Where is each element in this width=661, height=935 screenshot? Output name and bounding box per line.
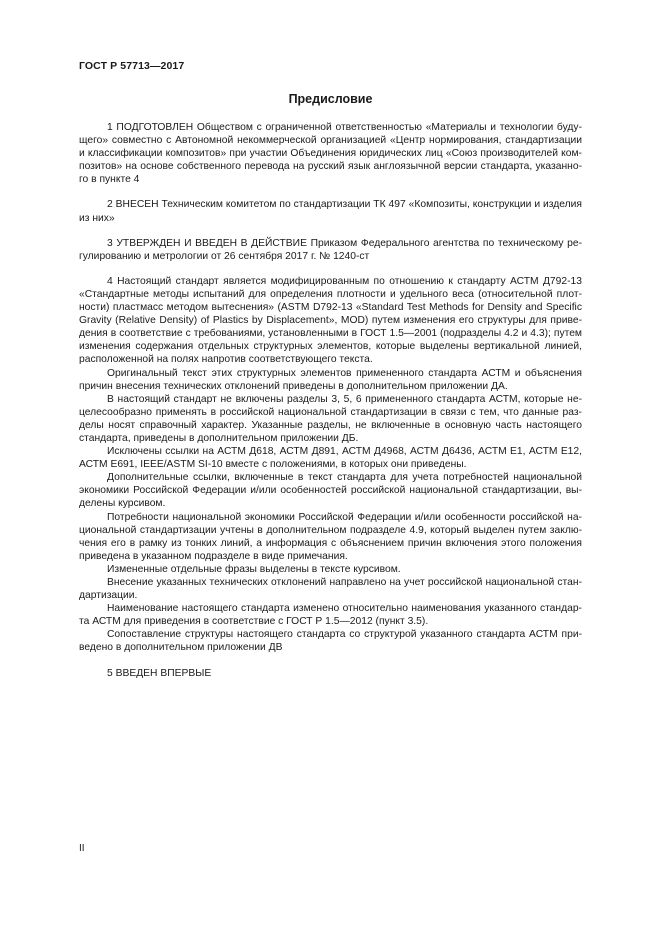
standard-code-header: ГОСТ Р 57713—2017: [79, 60, 185, 72]
paragraph-gap: [79, 263, 582, 275]
text-line: та АСТМ для приведения в соответствие с ГОСТ Р 1.5—2012 (пункт 3.5).: [79, 616, 429, 628]
preface-paragraph: [79, 275, 582, 367]
text-line: Внесение указанных технических отклонений направлено на учет российской национальной стан-: [107, 577, 582, 588]
preface-paragraph: [79, 667, 582, 680]
preface-paragraph: [79, 511, 582, 563]
preface-paragraph: [79, 602, 582, 628]
text-line: Дополнительные ссылки, включенные в текст стандарта для учета потребностей национальной: [107, 472, 582, 484]
text-line: циональной стандартизации учтены в дополнительном подразделе 4.9, который выделен путем заклю-: [79, 524, 582, 536]
text-line: Потребности национальной экономики Российской Федерации и/или особенности российской на-: [107, 511, 582, 523]
preface-paragraph: [79, 628, 582, 654]
text-line: АСТМ Е691, IEEE/ASTM SI-10 вместе с положениями, в которых они приведены.: [79, 459, 467, 471]
text-line: 4 Настоящий стандарт является модифицированным по отношению к стандарту АСТМ Д792-13: [107, 275, 582, 287]
text-line: Сопоставление структуры настоящего стандарта со структурой указанного стандарта АСТМ при-: [107, 629, 582, 641]
preface-paragraph: [79, 237, 582, 263]
text-line: ности) пластмасс методом вытеснения» (ASTM D792-13 «Standard Test Methods for Density and Specific: [79, 302, 582, 314]
paragraph-gap: [79, 655, 582, 667]
preface-paragraph: [79, 393, 582, 445]
text-line: позитов» на основе собственного перевода на русский язык англоязычной версии стандарта, указанно-: [79, 161, 582, 173]
text-line: делены курсивом.: [79, 498, 166, 510]
text-line: Исключены ссылки на АСТМ Д618, АСТМ Д891, АСТМ Д4968, АСТМ Д6436, АСТМ Е1, АСТМ Е12,: [107, 446, 582, 458]
preface-paragraph: [79, 471, 582, 510]
paragraph-gap: [79, 225, 582, 237]
text-line: дения в соответствие с требованиями, установленными в ГОСТ 1.5—2001 (подразделы 4.2 и 4.3); путем: [79, 328, 582, 340]
text-line: Gravity (Relative Density) of Plastics by Displacement», MOD) путем изменения его структуры для приве-: [79, 315, 582, 327]
text-line: приведена в указанном подразделе в виде примечания.: [79, 550, 348, 562]
text-line: экономики Российской Федерации и/или особенностей российской национальной стандартизации, вы-: [79, 485, 582, 497]
text-line: расположенной на полях напротив соответствующего текста.: [79, 354, 373, 366]
preface-paragraph: [79, 367, 582, 393]
text-line: 2 ВНЕСЕН Техническим комитетом по стандартизации ТК 497 «Композиты, конструкции и изделия: [107, 199, 582, 211]
text-line: «Стандартные методы испытаний для определения плотности и удельного веса (относительной плот-: [79, 288, 582, 300]
preface-paragraph: [79, 563, 582, 576]
preface-body: [79, 121, 582, 680]
text-line: Наименование настоящего стандарта изменено относительно наименования указанного стандар-: [107, 603, 582, 615]
text-line: гулированию и метрологии от 26 сентября 2017 г. № 1240-ст: [79, 250, 370, 262]
text-line: причин внесения технических отклонений приведены в дополнительном приложении ДА.: [79, 380, 508, 392]
text-line: дартизации.: [79, 590, 138, 602]
preface-paragraph: [79, 445, 582, 471]
page-number: II: [79, 843, 85, 854]
preface-paragraph: [79, 576, 582, 602]
text-line: Измененные отдельные фразы выделены в тексте курсивом.: [107, 563, 401, 575]
text-line: 5 ВВЕДЕН ВПЕРВЫЕ: [107, 667, 212, 679]
text-line: Оригинальный текст этих структурных элементов примененного стандарта АСТМ и объяснения: [107, 367, 582, 379]
text-line: 3 УТВЕРЖДЕН И ВВЕДЕН В ДЕЙСТВИЕ Приказом Федерального агентства по техническому ре-: [107, 237, 582, 249]
text-line: ведено в дополнительном приложении ДВ: [79, 642, 283, 654]
preface-paragraph: [79, 198, 582, 224]
text-line: стандарта, приведены в дополнительном приложении ДБ.: [79, 432, 359, 444]
text-line: 1 ПОДГОТОВЛЕН Обществом с ограниченной ответственностью «Материалы и технологии буду-: [107, 122, 582, 133]
text-line: щего» совместно с Автономной некоммерческой организацией «Центр нормирования, стандартизации: [79, 135, 582, 147]
page-title: Предисловие: [288, 92, 373, 106]
text-line: и классификации композитов» при участии Объединения юридических лиц «Союз производителей ком-: [79, 148, 582, 160]
text-line: делы носят справочный характер. Указанные разделы, не включенные в основную часть настоящего: [79, 419, 582, 431]
paragraph-gap: [79, 186, 582, 198]
text-line: В настоящий стандарт не включены разделы 3, 5, 6 примененного стандарта АСТМ, которые не-: [107, 393, 582, 405]
text-line: целесообразно применять в российской национальной стандартизации в связи с тем, что данные раз-: [79, 406, 582, 418]
text-line: го в пункте 4: [79, 174, 140, 186]
preface-paragraph: [79, 121, 582, 186]
text-line: из них»: [79, 212, 115, 224]
text-line: изменения содержания отдельных структурных элементов, которые выделены вертикальной линией,: [79, 341, 582, 353]
text-line: чения его в рамку из тонких линий, а информация с объяснением причин включения этого положения: [79, 537, 582, 549]
